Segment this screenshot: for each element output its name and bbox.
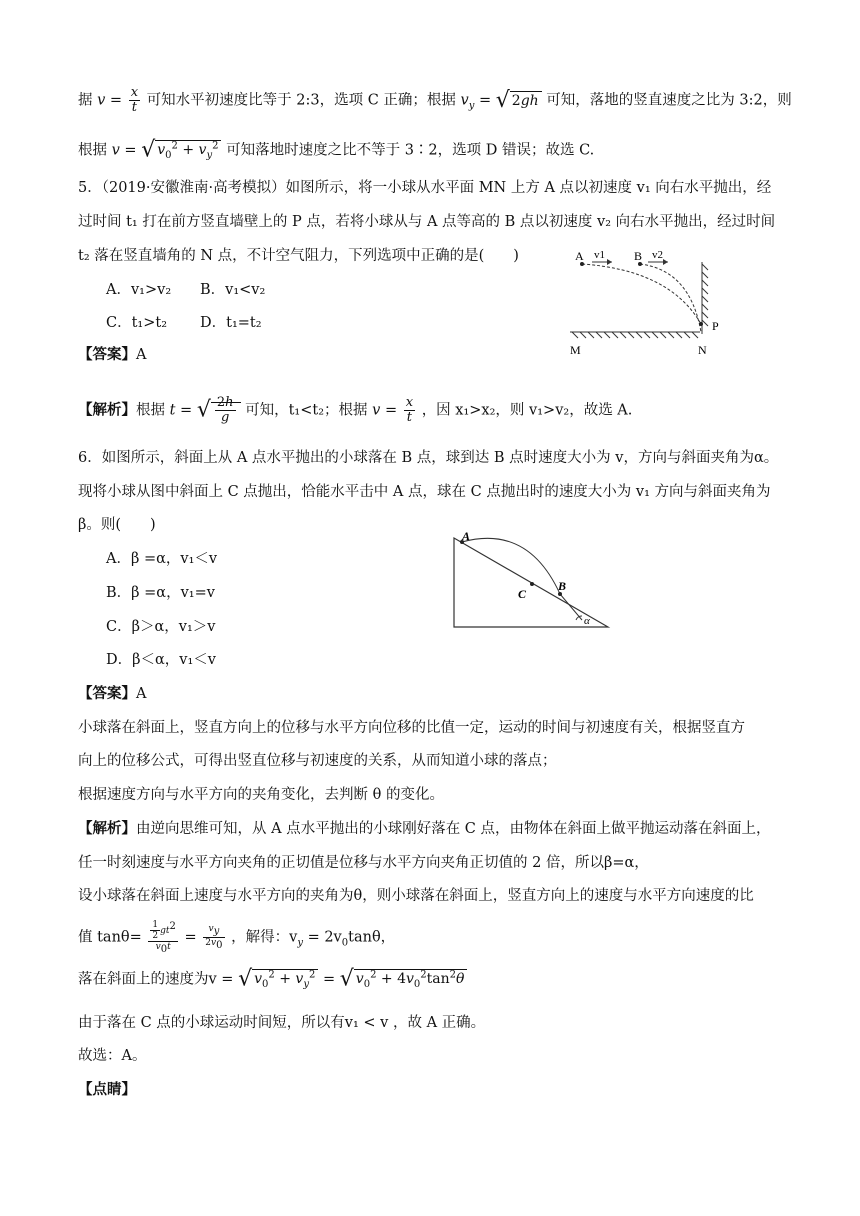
q5-option-d: D．t₁=t₂ [200,315,262,331]
top-line-2: 根据 v = √ $v_0^2 + v_y^2$ 可知落地时速度之比不等于 3∶2，选项 D 错误；故选 C. [78,136,594,165]
q6-option-d: D．β＜α，v₁＜v [106,652,216,668]
q5-line-2: 过时间 t₁ 打在前方竖直墙壁上的 P 点，若将小球从与 A 点等高的 B 点以初速度 v₂ 向右水平抛出，经过时间 [78,214,776,230]
top-line-1: 据 v = $\frac{x}{t}$ 可知水平初速度比等于 2:3，选项 C 正确；根据 $v_y$ = √ 2gh 可知，落地的竖直速度之比为 3:2，则 [78,85,792,115]
q5-answer: 【答案】A [78,346,147,363]
point-p [699,322,703,326]
label-a: A [575,249,584,263]
label-b: B [558,579,567,593]
q5-option-b: B．v₁<v₂ [200,282,266,298]
formula-sqrt-2gh: √ 2gh [496,91,542,111]
q6-line-1: 6．如图所示，斜面上从 A 点水平抛出的小球落在 B 点，球到达 B 点时速度大小为 v，方向与斜面夹角为α。 [78,450,779,466]
q6-analysis-5: 落在斜面上的速度为v = √ $v_0^2 + v_y^2$ = √ $v_0^2 + 4v_0^2\tan^2\theta$ [78,965,467,994]
label-v1: v1 [594,249,605,261]
q6-p1: 小球落在斜面上，竖直方向上的位移与水平方向位移的比值一定，运动的时间与初速度有关，根据竖直方 [78,720,745,736]
arrow-v2-icon [663,259,668,265]
q6-option-a: A．β =α，v₁＜v [106,551,218,567]
label-n: N [698,343,707,357]
formula-sqrt-v0-4v0tan: √ $v_0^2 + 4v_0^2\tan^2\theta$ [340,965,468,994]
label-c: C [518,587,527,601]
label-v2: v2 [652,249,663,261]
q6-analysis-3: 设小球落在斜面上速度与水平方向的夹角为θ，则小球落在斜面上，竖直方向上的速度与水平方向速度的比 [78,888,754,904]
formula-sqrt-v0-vy-2: √ $v_0^2 + v_y^2$ [238,965,318,994]
label-p: P [712,319,719,333]
q6-p2: 向上的位移公式，可得出竖直位移与初速度的关系，从而知道小球的落点； [78,753,557,769]
formula-x-over-t: $\frac{x}{t}$ [130,85,139,115]
label-m: M [570,343,581,357]
q5-line-3: t₂ 落在竖直墙角的 N 点，不计空气阻力，下列选项中正确的是( ) [78,248,519,264]
formula-half-gt2-over-v0t: $\frac{1}{2}$ $gt^2$ $v_0t$ [148,920,178,955]
label-alpha: α [584,615,590,627]
label-a: A [462,529,471,543]
ground-hatch [570,332,700,338]
q5-option-a: A．v₁>v₂ [106,282,172,298]
q6-line-2: 现将小球从图中斜面上 C 点抛出，恰能水平击中 A 点，球在 C 点抛出时的速度大小为 v₁ 方向与斜面夹角为 [78,484,771,500]
q6-figure [448,528,618,632]
trajectory-b [640,264,701,332]
q5-option-c: C．t₁>t₂ [106,315,168,331]
q6-line-3: β。则( ) [78,517,156,533]
q6-option-c: C．β＞α，v₁＞v [106,619,216,635]
q6-analysis-4: 值 tanθ= $\frac{1}{2}$ $gt^2$ $v_0t$ = $\frac{v_y}{2v_0}$ ，解得：$v_y = 2v_0\tan\theta$， [78,920,396,955]
formula-sqrt-2h-over-g: √ $\frac{2h}{g}$ [197,396,241,425]
q5-figure [560,240,740,362]
q6-dianjing: 【点睛】 [78,1081,136,1098]
label-b: B [634,249,643,263]
q6-p3: 根据速度方向与水平方向的夹角变化，去判断 θ 的变化。 [78,787,444,803]
formula-sqrt-v0-vy: √ $v_0^2 + v_y^2$ [141,136,221,165]
q6-answer: 【答案】A [78,685,147,702]
q6-analysis-6: 由于落在 C 点的小球运动时间短，所以有v₁ < v ，故 A 正确。 [78,1015,486,1031]
point-c [530,582,534,586]
q6-analysis-7: 故选：A。 [78,1048,147,1064]
q5-line-1: 5．（2019·安徽淮南·高考模拟）如图所示，将一小球从水平面 MN 上方 A 点以初速度 v₁ 向右水平抛出，经 [78,180,772,196]
trajectory-a [582,264,701,324]
trajectory-arc [462,538,560,594]
q6-analysis-2: 任一时刻速度与水平方向夹角的正切值是位移与水平方向夹角正切值的 2 倍，所以β=α， [78,855,649,871]
wall-hatch [702,262,708,334]
arrow-v1-icon [607,259,612,265]
q6-analysis-1: 【解析】由逆向思维可知，从 A 点水平抛出的小球刚好落在 C 点，由物体在斜面上做平抛运动落在斜面上， [78,820,771,837]
formula-vy-over-2v0: $\frac{v_y}{2v_0}$ [205,924,223,951]
formula-x-over-t-2: $\frac{x}{t}$ [405,395,414,425]
q5-analysis: 【解析】根据 t = √ $\frac{2h}{g}$ 可知，t₁<t₂；根据 v = $\frac{x}{t}$ ，因 x₁>x₂，则 v₁>v₂，故选 A. [78,395,633,425]
q6-option-b: B．β =α，v₁=v [106,585,215,601]
